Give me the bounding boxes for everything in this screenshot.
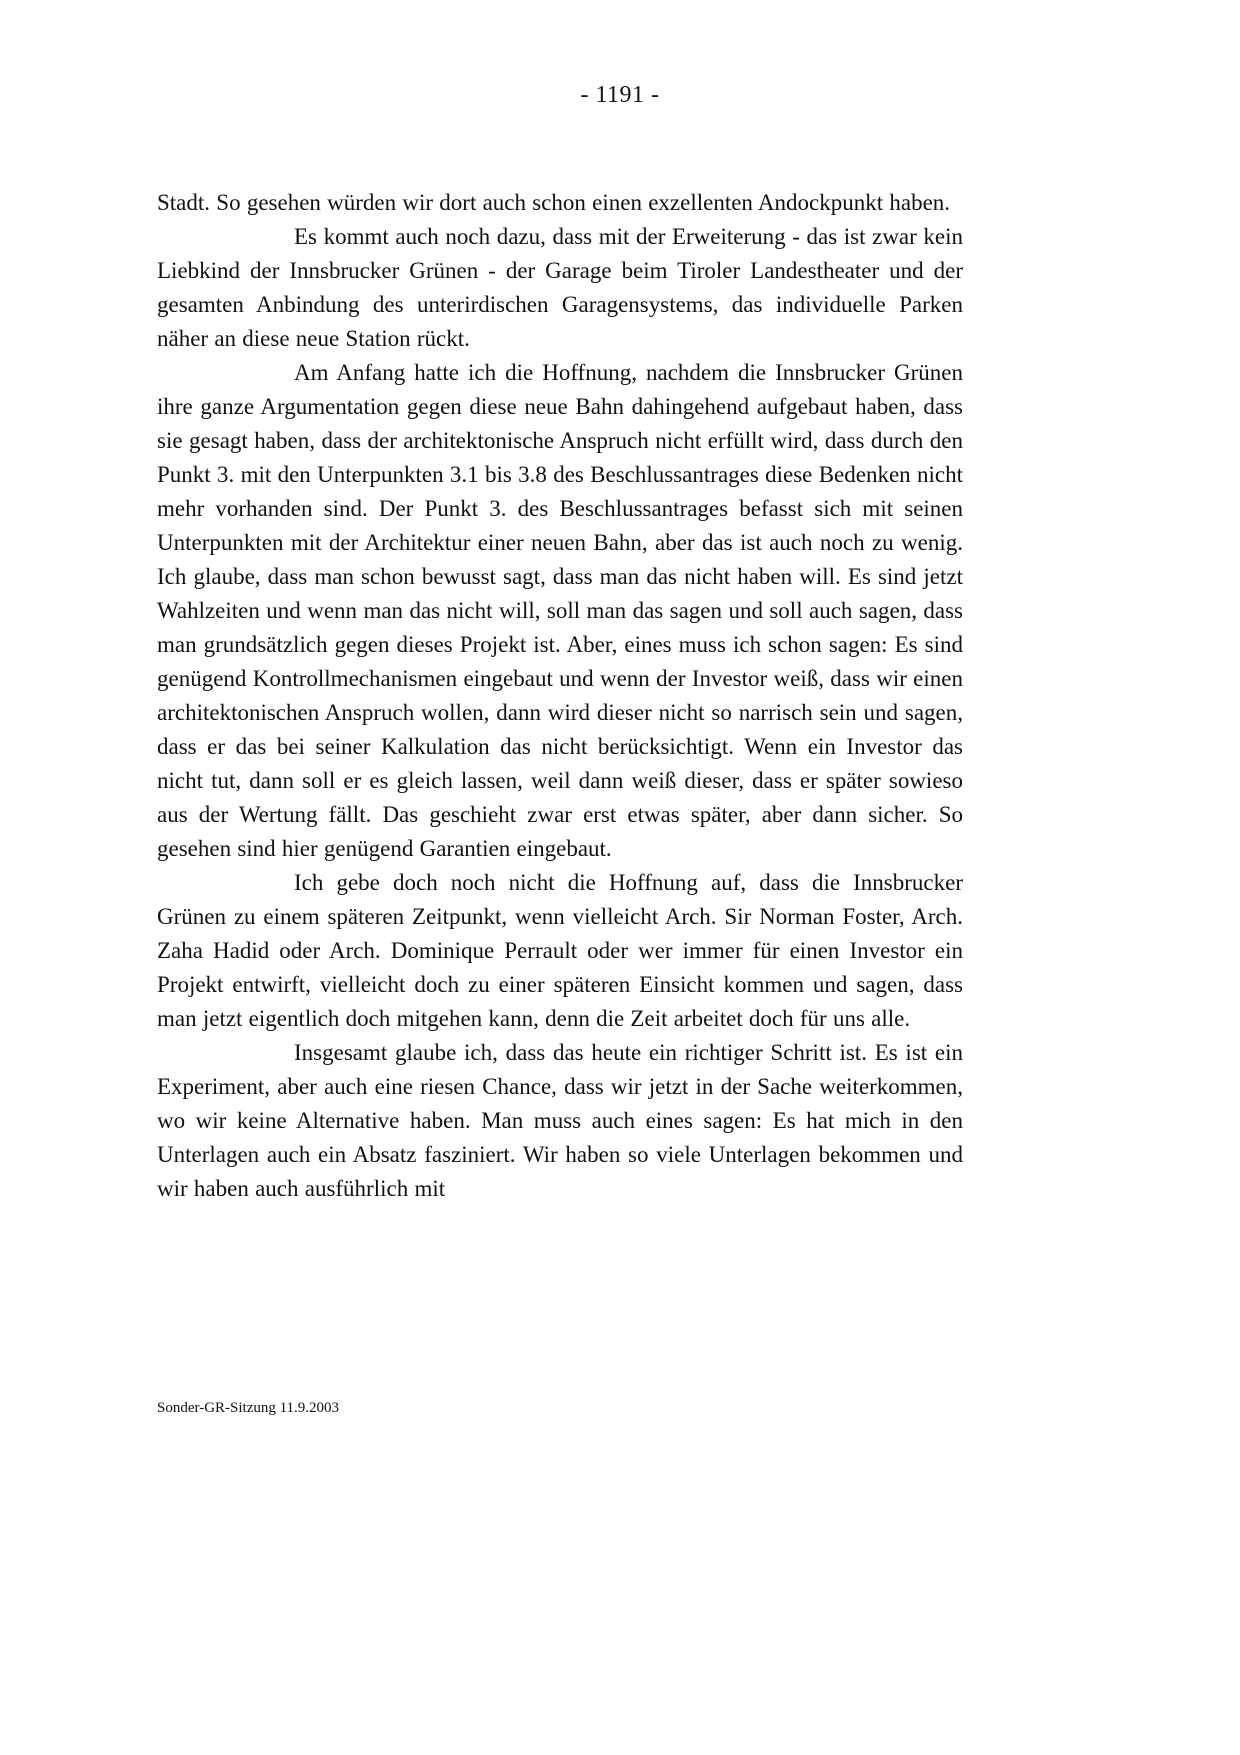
paragraph: Es kommt auch noch dazu, dass mit der Erweiterung - das ist zwar kein Liebkind der Innsbrucker Grünen - der Garage beim Tiroler Landestheater und der gesamten Anbindung des unterirdischen Garagensystems, das individuelle Parken näher an diese neue Station rückt. — [157, 224, 963, 351]
paragraph: Am Anfang hatte ich die Hoffnung, nachdem die Innsbrucker Grünen ihre ganze Argumentation gegen diese neue Bahn dahingehend aufgebaut haben, dass sie gesagt haben, dass der architektonische Anspruch nicht erfüllt wird, dass durch den Punkt 3. mit den Unterpunkten 3.1 bis 3.8 des Beschlussantrages diese Bedenken nicht mehr vorhanden sind. Der Punkt 3. des Beschlussantrages befasst sich mit seinen Unterpunkten mit der Architektur einer neuen Bahn, aber das ist auch noch zu wenig. Ich glaube, dass man schon bewusst sagt, dass man das nicht haben will. Es sind jetzt Wahlzeiten und wenn man das nicht will, soll man das sagen und soll auch sagen, dass man grundsätzlich gegen dieses Projekt ist. Aber, eines muss ich schon sagen: Es sind genügend Kontrollmechanismen eingebaut und wenn der Investor weiß, dass wir einen architektonischen Anspruch wollen, dann wird dieser nicht so narrisch sein und sagen, dass er das bei seiner Kalkulation das nicht berücksichtigt. Wenn ein Investor das nicht tut, dann soll er es gleich lassen, weil dann weiß dieser, dass er später sowieso aus der Wertung fällt. Das geschieht zwar erst etwas später, aber dann sicher. So gesehen sind hier genügend Garantien eingebaut. — [157, 360, 963, 861]
page-number: - 1191 - — [580, 82, 660, 108]
page-body — [157, 186, 963, 1206]
page-footer: Sonder-GR-Sitzung 11.9.2003 — [157, 1400, 340, 1416]
paragraph: Stadt. So gesehen würden wir dort auch schon einen exzellenten Andockpunkt haben. — [157, 190, 951, 215]
paragraph: Ich gebe doch noch nicht die Hoffnung auf, dass die Innsbrucker Grünen zu einem späteren Zeitpunkt, wenn vielleicht Arch. Sir Norman Foster, Arch. Zaha Hadid oder Arch. Dominique Perrault oder wer immer für einen Investor ein Projekt entwirft, vielleicht doch zu einer späteren Einsicht kommen und sagen, dass man jetzt eigentlich doch mitgehen kann, denn die Zeit arbeitet doch für uns alle. — [157, 870, 963, 1031]
paragraph: Insgesamt glaube ich, dass das heute ein richtiger Schritt ist. Es ist ein Experiment, aber auch eine riesen Chance, dass wir jetzt in der Sache weiterkommen, wo wir keine Alternative haben. Man muss auch eines sagen: Es hat mich in den Unterlagen auch ein Absatz fasziniert. Wir haben so viele Unterlagen bekommen und wir haben auch ausführlich mit — [157, 1040, 963, 1201]
